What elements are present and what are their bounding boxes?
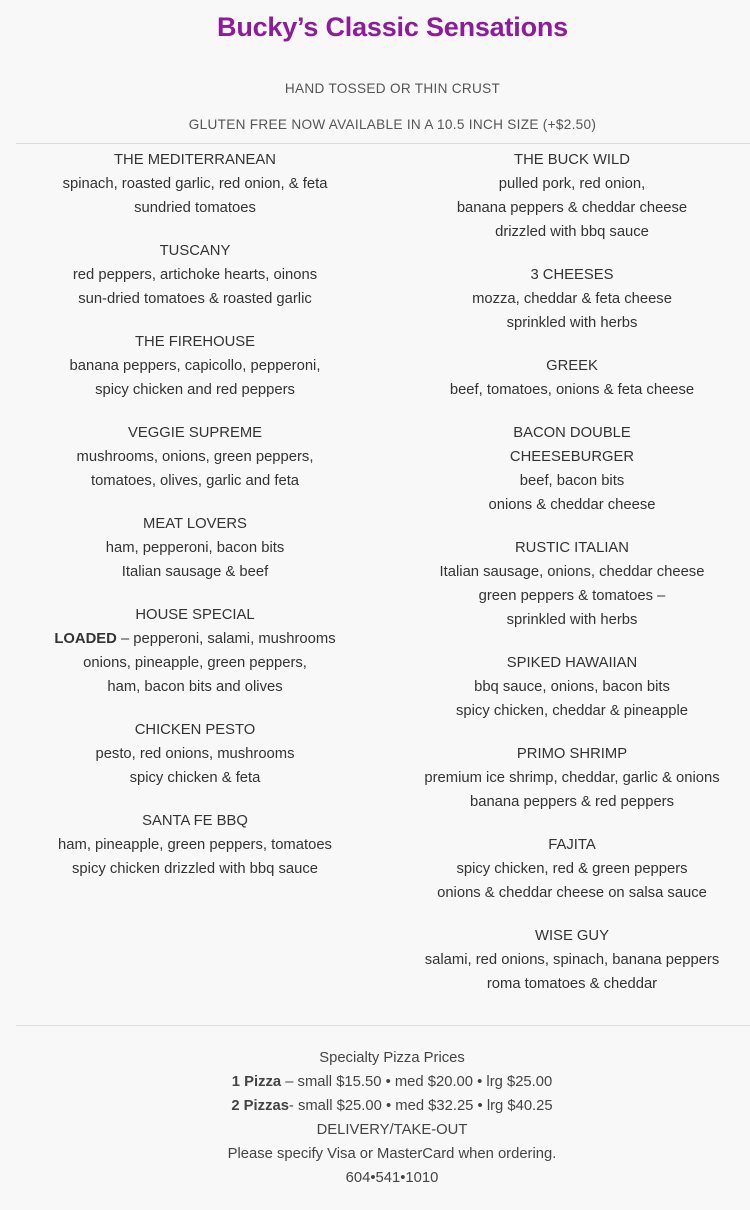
menu-item (394, 742, 750, 814)
menu-item-ingredients: bbq sauce, onions, bacon bits (474, 679, 670, 695)
menu-item-ingredients: spinach, roasted garlic, red onion, & feta (62, 176, 328, 192)
menu-item (16, 718, 374, 790)
pricing-footer (16, 1046, 750, 1190)
menu-item-ingredients: onions & cheddar cheese on salsa sauce (437, 885, 707, 901)
price-two-pizzas (16, 1094, 750, 1118)
phone-number: 604•541•1010 (345, 1170, 439, 1186)
payment-note: Please specify Visa or MasterCard when ordering. (227, 1146, 557, 1162)
prices-heading: Specialty Pizza Prices (319, 1050, 465, 1066)
menu-item-name: THE BUCK WILD (514, 152, 630, 168)
menu-item (16, 512, 374, 584)
menu-item-ingredients: spicy chicken, red & green peppers (456, 861, 688, 877)
menu-item-ingredients: green peppers & tomatoes – (478, 588, 666, 604)
menu-item-ingredients: salami, red onions, spinach, banana peppers (424, 952, 720, 968)
menu-item-name: 3 CHEESES (530, 267, 614, 283)
menu-item-ingredients: Italian sausage, onions, cheddar cheese (439, 564, 705, 580)
menu-item-name: CHICKEN PESTO (134, 722, 256, 738)
menu-item-ingredients: ham, pepperoni, bacon bits (105, 540, 285, 556)
menu-item (394, 354, 750, 402)
menu-item (394, 263, 750, 335)
menu-item-ingredients: banana peppers & red peppers (469, 794, 675, 810)
menu-item-ingredients: pulled pork, red onion, (498, 176, 646, 192)
price-label: 1 Pizza (231, 1074, 282, 1090)
menu-item-name: BACON DOUBLE (513, 425, 631, 441)
menu-item-name: TUSCANY (159, 243, 231, 259)
top-divider (16, 143, 750, 144)
crust-options: HAND TOSSED OR THIN CRUST (284, 81, 501, 96)
menu-item-name: SPIKED HAWAIIAN (506, 655, 638, 671)
page-title: Bucky’s Classic Sensations (217, 12, 568, 42)
menu-item-ingredients: Italian sausage & beef (121, 564, 269, 580)
menu-item-ingredients: roma tomatoes & cheddar (486, 976, 658, 992)
menu-item-ingredients: ham, pineapple, green peppers, tomatoes (58, 837, 332, 853)
menu-column-left (16, 148, 374, 900)
menu-item (16, 421, 374, 493)
menu-item-ingredients: spicy chicken and red peppers (95, 382, 295, 398)
menu-item (394, 651, 750, 723)
price-values: – small $15.50 • med $20.00 • lrg $25.00 (281, 1074, 553, 1090)
menu-item-ingredients: spicy chicken drizzled with bbq sauce (72, 861, 318, 877)
menu-item-name-line2: CHEESEBURGER (509, 449, 635, 465)
menu-item-ingredients: sprinkled with herbs (506, 612, 638, 628)
gluten-free-note: GLUTEN FREE NOW AVAILABLE IN A 10.5 INCH SIZE (+$2.50) (188, 117, 597, 132)
menu-item-ingredients: spicy chicken & feta (129, 770, 261, 786)
menu-item-ingredients: red peppers, artichoke hearts, oinons (72, 267, 318, 283)
menu-item-ingredients: tomatoes, olives, garlic and feta (90, 473, 300, 489)
menu-item-name: WISE GUY (535, 928, 609, 944)
menu-item (16, 603, 374, 699)
bottom-divider (16, 1025, 750, 1026)
menu-item-ingredients: sprinkled with herbs (506, 315, 638, 331)
menu-item (394, 536, 750, 632)
menu-item-name: RUSTIC ITALIAN (514, 540, 629, 556)
menu-item (16, 239, 374, 311)
menu-item (394, 148, 750, 244)
menu-item-ingredients: ham, bacon bits and olives (107, 679, 283, 695)
menu-item-ingredients: banana peppers & cheddar cheese (456, 200, 688, 216)
menu-item-name: FAJITA (548, 837, 596, 853)
menu-item-ingredients: spicy chicken, cheddar & pineapple (456, 703, 688, 719)
price-one-pizza (16, 1070, 750, 1094)
menu-item-ingredients: pesto, red onions, mushrooms (95, 746, 295, 762)
menu-item-ingredients: onions & cheddar cheese (488, 497, 656, 513)
menu-item (16, 809, 374, 881)
price-values: - small $25.00 • med $32.25 • lrg $40.25 (288, 1098, 553, 1114)
menu-item-ingredients: banana peppers, capicollo, pepperoni, (69, 358, 321, 374)
menu-item-ingredients: drizzled with bbq sauce (495, 224, 649, 240)
menu-item (394, 833, 750, 905)
menu-item-ingredients: mozza, cheddar & feta cheese (472, 291, 672, 307)
delivery-label: DELIVERY/TAKE-OUT (316, 1122, 468, 1138)
menu-item-ingredients: onions, pineapple, green peppers, (83, 655, 307, 671)
menu-item-name: SANTA FE BBQ (142, 813, 248, 829)
menu-item-name: THE FIREHOUSE (134, 334, 256, 350)
menu-item-ingredients: sundried tomatoes (134, 200, 256, 216)
menu-item-name: GREEK (546, 358, 598, 374)
menu-item-name: VEGGIE SUPREME (127, 425, 263, 441)
menu-item-ingredients: beef, bacon bits (519, 473, 625, 489)
menu-item-ingredients-rest: – pepperoni, salami, mushrooms (116, 631, 336, 647)
menu-column-right (394, 148, 750, 1015)
menu-item (394, 924, 750, 996)
menu-item-ingredients: beef, tomatoes, onions & feta cheese (449, 382, 695, 398)
menu-item (16, 148, 374, 220)
loaded-label: LOADED (54, 631, 117, 647)
menu-item-name: MEAT LOVERS (143, 516, 247, 532)
menu-item-ingredients: mushrooms, onions, green peppers, (76, 449, 314, 465)
price-label: 2 Pizzas (231, 1098, 289, 1114)
menu-item-ingredients (16, 627, 374, 651)
menu-item-name: THE MEDITERRANEAN (114, 152, 276, 168)
menu-item-name: HOUSE SPECIAL (135, 607, 255, 623)
menu-item-ingredients: sun-dried tomatoes & roasted garlic (78, 291, 312, 307)
menu-item (16, 330, 374, 402)
menu-item (394, 421, 750, 517)
menu-item-name: PRIMO SHRIMP (516, 746, 628, 762)
menu-item-ingredients: premium ice shrimp, cheddar, garlic & onions (424, 770, 720, 786)
